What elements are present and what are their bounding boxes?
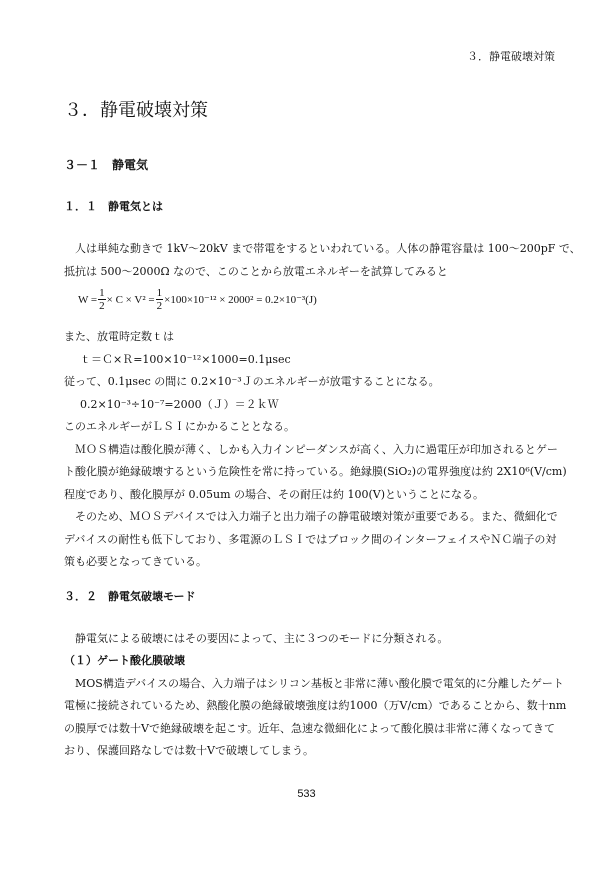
formula-fraction <box>98 287 106 312</box>
paragraph-line: おり、保護回路なしでは数十Vで破壊してしまう。 <box>64 744 314 757</box>
paragraph-line: そのため、ＭＯＳデバイスでは入力端子と出力端子の静電破壊対策が重要である。また、微細化で <box>75 510 558 523</box>
paragraph-line: 抵抗は 500～2000Ω なので、このことから放電エネルギーを試算してみると <box>64 265 448 278</box>
formula-lhs: W = <box>78 293 98 306</box>
fraction-denominator: 2 <box>99 300 105 312</box>
paragraph-line: ト酸化膜が絶縁破壊するという危険性を常に持っている。絶縁膜(SiO₂)の電界強度は約 2X10⁶(V/cm) <box>64 465 567 478</box>
running-header: ３．静電破壊対策 <box>467 50 555 63</box>
subsection-title-2: ３．２ 静電気破壊モード <box>64 590 196 603</box>
fraction-numerator: 1 <box>156 287 163 299</box>
paragraph-line: 電極に接続されているため、熱酸化膜の絶縁破壊強度は約1000（万V/cm）であることから、数十nm <box>64 699 567 712</box>
chapter-title: ３．静電破壊対策 <box>64 100 208 121</box>
paragraph-line: このエネルギーがＬＳＩにかかることとなる。 <box>64 420 295 433</box>
energy-formula <box>78 287 317 312</box>
mode-title: （１）ゲート酸化膜破壊 <box>64 654 185 667</box>
paragraph-line: 静電気による破壊にはその要因によって、主に３つのモードに分類される。 <box>75 632 449 645</box>
paragraph-line: 程度であり、酸化膜厚が 0.05um の場合、その耐圧は約 100(V)ということになる。 <box>64 488 485 501</box>
formula-middle: × C × V² = <box>106 293 155 306</box>
paragraph-line: 従って、0.1μsec の間に 0.2×10⁻³Ｊのエネルギーが放電することになる。 <box>64 375 440 388</box>
paragraph-line: デバイスの耐性も低下しており、多電源のＬＳＩではブロック間のインターフェイスやＮＣ端子の対 <box>64 533 557 546</box>
paragraph-line: また、放電時定数ｔは <box>64 330 174 343</box>
page-number: 533 <box>297 788 316 800</box>
power-line: 0.2×10⁻³÷10⁻⁷=2000（Ｊ）＝２ｋＷ <box>80 398 279 411</box>
paragraph-line: の膜厚では数十Vで絶縁破壊を起こす。近年、急速な微細化によって酸化膜は非常に薄くなってきて <box>64 722 556 735</box>
formula-rhs: ×100×10⁻¹² × 2000² = 0.2×10⁻³(J) <box>164 294 317 306</box>
formula-fraction <box>156 287 164 312</box>
time-constant-line: ｔ＝Ｃ×Ｒ=100×10⁻¹²×1000=0.1μsec <box>80 353 291 366</box>
paragraph-line: MOS構造デバイスの場合、入力端子はシリコン基板と非常に薄い酸化膜で電気的に分離したゲート <box>75 677 564 690</box>
fraction-numerator: 1 <box>99 287 105 299</box>
section-title: ３－１ 静電気 <box>64 158 149 172</box>
paragraph-line: 策も必要となってきている。 <box>64 555 207 568</box>
paragraph-line: 人は単純な動きで 1kV～20kV まで帯電をするといわれている。人体の静電容量は 100～200pF で、 <box>75 242 581 255</box>
subsection-title: １．１ 静電気とは <box>64 200 163 213</box>
fraction-denominator: 2 <box>156 300 163 312</box>
paragraph-line: ＭＯＳ構造は酸化膜が薄く、しかも入力インピーダンスが高く、入力に過電圧が印加されるとゲー <box>75 443 558 456</box>
